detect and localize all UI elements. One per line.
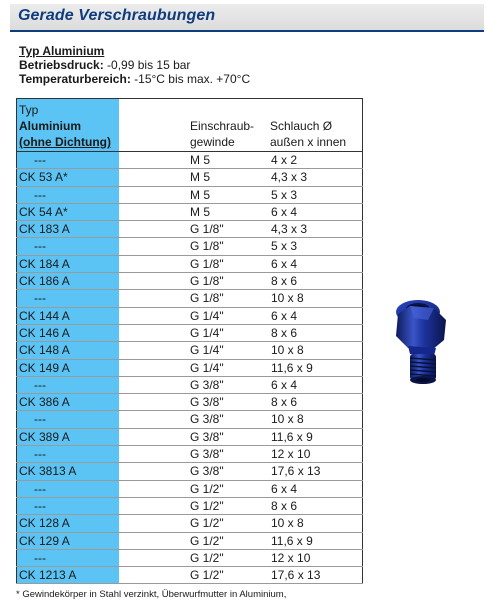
cell-type: --- bbox=[34, 377, 46, 392]
header-type: Typ Aluminium (ohne Dichtung) bbox=[19, 103, 111, 149]
cell-thread: G 1/2" bbox=[190, 550, 224, 565]
table-row bbox=[16, 308, 363, 325]
cell-hose: 6 x 4 bbox=[271, 308, 298, 323]
cell-thread: G 1/8" bbox=[190, 291, 224, 306]
cell-type: --- bbox=[34, 187, 46, 202]
cell-thread: G 1/4" bbox=[190, 325, 224, 340]
page-title: Gerade Verschraubungen bbox=[18, 7, 216, 24]
table-row bbox=[16, 481, 363, 498]
cell-thread: G 3/8" bbox=[190, 464, 224, 479]
table-row bbox=[16, 533, 363, 550]
cell-hose: 10 x 8 bbox=[271, 412, 304, 427]
cell-thread: G 3/8" bbox=[190, 412, 224, 427]
cell-hose: 12 x 10 bbox=[271, 447, 311, 462]
cell-thread: G 1/2" bbox=[190, 498, 224, 513]
cell-type: --- bbox=[34, 447, 46, 462]
table-row bbox=[16, 290, 363, 307]
cell-type: --- bbox=[34, 239, 46, 254]
cell-hose: 10 x 8 bbox=[271, 291, 304, 306]
cell-hose: 12 x 10 bbox=[271, 550, 311, 565]
cell-thread: G 1/8" bbox=[190, 256, 224, 271]
table-row bbox=[16, 550, 363, 567]
cell-thread: G 1/8" bbox=[190, 222, 224, 237]
cell-type: CK 183 A bbox=[19, 222, 70, 237]
table-row bbox=[16, 342, 363, 359]
cell-hose: 6 x 4 bbox=[271, 256, 298, 271]
cell-thread: G 3/8" bbox=[190, 447, 224, 462]
table-row bbox=[16, 238, 363, 255]
table-row bbox=[16, 429, 363, 446]
table-row bbox=[16, 152, 363, 169]
cell-type: CK 1213 A bbox=[19, 568, 77, 583]
cell-type: CK 389 A bbox=[19, 429, 70, 444]
cell-hose: 11,6 x 9 bbox=[271, 429, 313, 444]
cell-thread: G 3/8" bbox=[190, 429, 224, 444]
cell-hose: 4,3 x 3 bbox=[271, 170, 308, 185]
pressure-line bbox=[19, 58, 190, 72]
cell-thread: G 1/4" bbox=[190, 308, 224, 323]
type-line: Typ Aluminium bbox=[19, 44, 105, 58]
cell-type: --- bbox=[34, 153, 46, 167]
temperature-value: -15°C bis max. +70°C bbox=[130, 72, 251, 86]
table-row bbox=[16, 187, 363, 204]
cell-type: CK 3813 A bbox=[19, 464, 77, 479]
cell-hose: 5 x 3 bbox=[271, 187, 298, 202]
table-row bbox=[16, 273, 363, 290]
cell-hose: 11,6 x 9 bbox=[271, 533, 313, 548]
header-thread: Einschraub- gewinde bbox=[190, 119, 255, 149]
cell-thread: G 1/8" bbox=[190, 239, 224, 254]
cell-thread: G 3/8" bbox=[190, 377, 224, 392]
cell-type: --- bbox=[34, 412, 46, 427]
cell-hose: 17,6 x 13 bbox=[271, 568, 321, 583]
cell-type: CK 144 A bbox=[19, 308, 70, 323]
table-row bbox=[16, 256, 363, 273]
cell-type: CK 184 A bbox=[19, 256, 70, 271]
cell-type: CK 146 A bbox=[19, 325, 70, 340]
cell-type: CK 54 A* bbox=[19, 204, 68, 219]
table-row bbox=[16, 498, 363, 515]
cell-thread: G 1/2" bbox=[190, 533, 224, 548]
cell-hose: 8 x 6 bbox=[271, 325, 298, 340]
cell-hose: 10 x 8 bbox=[271, 343, 304, 358]
cell-hose: 4,3 x 3 bbox=[271, 222, 308, 237]
table-row bbox=[16, 204, 363, 221]
cell-type: CK 148 A bbox=[19, 343, 70, 358]
table-row bbox=[16, 411, 363, 428]
cell-type: CK 129 A bbox=[19, 533, 70, 548]
cell-thread: G 1/2" bbox=[190, 516, 224, 531]
pressure-value: -0,99 bis 15 bar bbox=[103, 58, 191, 72]
cell-thread: G 3/8" bbox=[190, 395, 224, 410]
cell-hose: 17,6 x 13 bbox=[271, 464, 321, 479]
temperature-label: Temperaturbereich: bbox=[19, 72, 131, 86]
cell-hose: 8 x 6 bbox=[271, 395, 298, 410]
table-row bbox=[16, 446, 363, 463]
cell-type: --- bbox=[34, 498, 46, 513]
cell-hose: 11,6 x 9 bbox=[271, 360, 313, 375]
cell-thread: M 5 bbox=[190, 153, 211, 167]
pressure-label: Betriebsdruck: bbox=[19, 58, 104, 72]
table-row bbox=[16, 221, 363, 238]
table-row bbox=[16, 325, 363, 342]
cell-hose: 10 x 8 bbox=[271, 516, 304, 531]
table-row bbox=[16, 360, 363, 377]
table-row bbox=[16, 169, 363, 186]
cell-hose: 6 x 4 bbox=[271, 204, 298, 219]
table-row bbox=[16, 515, 363, 532]
title-bar bbox=[10, 4, 484, 30]
cell-thread: G 1/8" bbox=[190, 274, 224, 289]
cell-hose: 6 x 4 bbox=[271, 377, 298, 392]
table-border-top bbox=[16, 98, 363, 99]
title-underline bbox=[10, 30, 484, 32]
table-row bbox=[16, 377, 363, 394]
cell-thread: M 5 bbox=[190, 204, 211, 219]
footnote: * Gewindekörper in Stahl verzinkt, Überwurfmutter in Aluminium, bbox=[16, 589, 287, 600]
cell-hose: 8 x 6 bbox=[271, 498, 298, 513]
cell-thread: G 1/4" bbox=[190, 343, 224, 358]
cell-thread: G 1/4" bbox=[190, 360, 224, 375]
cell-type: --- bbox=[34, 481, 46, 496]
cell-thread: G 1/2" bbox=[190, 568, 224, 583]
table-body bbox=[16, 152, 363, 584]
cell-type: CK 128 A bbox=[19, 516, 70, 531]
temperature-line bbox=[19, 72, 250, 86]
cell-hose: 8 x 6 bbox=[271, 274, 298, 289]
cell-type: CK 149 A bbox=[19, 360, 70, 375]
table-row bbox=[16, 463, 363, 480]
cell-thread: M 5 bbox=[190, 170, 211, 185]
cell-type: --- bbox=[34, 291, 46, 306]
table-row bbox=[16, 567, 363, 584]
cell-type: CK 186 A bbox=[19, 274, 70, 289]
cell-type: CK 53 A* bbox=[19, 170, 68, 185]
fitting-product-image bbox=[388, 296, 470, 388]
table-row bbox=[16, 394, 363, 411]
cell-type: --- bbox=[34, 550, 46, 565]
cell-hose: 4 x 2 bbox=[271, 153, 298, 167]
cell-hose: 6 x 4 bbox=[271, 481, 298, 496]
cell-thread: M 5 bbox=[190, 187, 211, 202]
cell-thread: G 1/2" bbox=[190, 481, 224, 496]
cell-hose: 5 x 3 bbox=[271, 239, 298, 254]
header-hose: Schlauch Ø außen x innen bbox=[270, 119, 347, 149]
cell-type: CK 386 A bbox=[19, 395, 70, 410]
